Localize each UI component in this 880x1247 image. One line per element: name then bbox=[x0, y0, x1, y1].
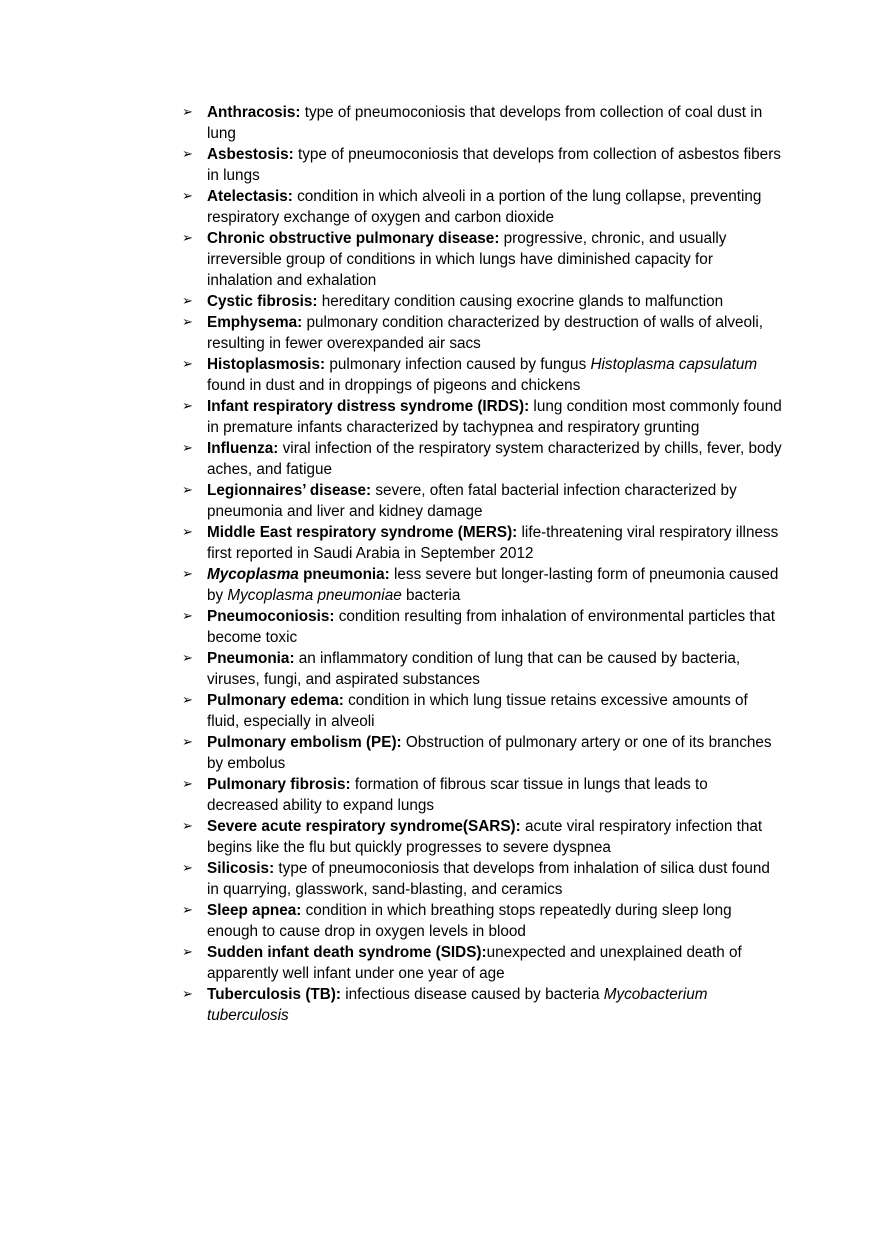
list-item-anthracosis bbox=[182, 102, 782, 144]
arrow-bullet-icon: ➢ bbox=[182, 525, 193, 540]
term-label bbox=[207, 566, 390, 583]
arrow-bullet-icon: ➢ bbox=[182, 294, 193, 309]
term-label: Influenza: bbox=[207, 440, 279, 457]
list-item-pulmonary-edema bbox=[182, 690, 782, 732]
list-item-sids bbox=[182, 942, 782, 984]
term-label: Anthracosis: bbox=[207, 104, 301, 121]
term-definition: type of pneumoconiosis that develops from collection of asbestos fibers in lungs bbox=[207, 146, 781, 184]
arrow-bullet-icon: ➢ bbox=[182, 315, 193, 330]
arrow-bullet-icon: ➢ bbox=[182, 105, 193, 120]
term-definition: progressive, chronic, and usually irreversible group of conditions in which lungs have diminished capacity for inhalation and exhalation bbox=[207, 230, 727, 289]
italic-organism-name: Mycobacterium tuberculosis bbox=[207, 986, 708, 1024]
term-label: Tuberculosis (TB): bbox=[207, 986, 341, 1003]
term-label: Pulmonary embolism (PE): bbox=[207, 734, 402, 751]
term-label: Histoplasmosis: bbox=[207, 356, 326, 373]
arrow-bullet-icon: ➢ bbox=[182, 903, 193, 918]
arrow-bullet-icon: ➢ bbox=[182, 777, 193, 792]
list-item-pneumonia bbox=[182, 648, 782, 690]
list-item-pulmonary-embolism bbox=[182, 732, 782, 774]
term-label: Emphysema: bbox=[207, 314, 303, 331]
definition-text: found in dust and in droppings of pigeons and chickens bbox=[207, 377, 581, 394]
term-label: Middle East respiratory syndrome (MERS): bbox=[207, 524, 518, 541]
definition-text: bacteria bbox=[405, 587, 461, 604]
list-item-mycoplasma-pneumonia bbox=[182, 564, 782, 606]
list-item-asbestosis bbox=[182, 144, 782, 186]
list-item-tuberculosis bbox=[182, 984, 782, 1026]
list-item-silicosis bbox=[182, 858, 782, 900]
term-definition: condition resulting from inhalation of environmental particles that become toxic bbox=[207, 608, 775, 646]
italic-organism-name: Mycoplasma pneumoniae bbox=[227, 587, 402, 604]
term-definition: severe, often fatal bacterial infection characterized by pneumonia and liver and kidney damage bbox=[207, 482, 737, 520]
term-label: Atelectasis: bbox=[207, 188, 293, 205]
term-label: Chronic obstructive pulmonary disease: bbox=[207, 230, 500, 247]
arrow-bullet-icon: ➢ bbox=[182, 987, 193, 1002]
arrow-bullet-icon: ➢ bbox=[182, 567, 193, 582]
arrow-bullet-icon: ➢ bbox=[182, 399, 193, 414]
term-definition: hereditary condition causing exocrine glands to malfunction bbox=[321, 293, 724, 310]
list-item-influenza bbox=[182, 438, 782, 480]
term-label: Infant respiratory distress syndrome (IRDS): bbox=[207, 398, 530, 415]
term-label: Severe acute respiratory syndrome(SARS): bbox=[207, 818, 521, 835]
arrow-bullet-icon: ➢ bbox=[182, 735, 193, 750]
list-item-irds bbox=[182, 396, 782, 438]
list-item-mers bbox=[182, 522, 782, 564]
term-definition: formation of fibrous scar tissue in lungs that leads to decreased ability to expand lungs bbox=[207, 776, 708, 814]
term-definition: viral infection of the respiratory system characterized by chills, fever, body aches, and fatigue bbox=[207, 440, 782, 478]
arrow-bullet-icon: ➢ bbox=[182, 147, 193, 162]
arrow-bullet-icon: ➢ bbox=[182, 651, 193, 666]
term-label: Asbestosis: bbox=[207, 146, 294, 163]
list-item-histoplasmosis bbox=[182, 354, 782, 396]
list-item-emphysema bbox=[182, 312, 782, 354]
term-definition: condition in which alveoli in a portion of the lung collapse, preventing respiratory exchange of oxygen and carbon dioxide bbox=[207, 188, 762, 226]
term-label: Pulmonary fibrosis: bbox=[207, 776, 351, 793]
list-item-pulmonary-fibrosis bbox=[182, 774, 782, 816]
list-item-sars bbox=[182, 816, 782, 858]
term-label: Cystic fibrosis: bbox=[207, 293, 318, 310]
arrow-bullet-icon: ➢ bbox=[182, 945, 193, 960]
term-label: Silicosis: bbox=[207, 860, 275, 877]
term-definition: Obstruction of pulmonary artery or one of its branches by embolus bbox=[207, 734, 772, 772]
glossary-list bbox=[182, 102, 782, 1026]
arrow-bullet-icon: ➢ bbox=[182, 609, 193, 624]
italic-organism-name: Histoplasma capsulatum bbox=[590, 356, 758, 373]
term-label-text: pneumonia: bbox=[303, 566, 390, 583]
list-item-sleep-apnea bbox=[182, 900, 782, 942]
term-label: Pneumoconiosis: bbox=[207, 608, 335, 625]
list-item-atelectasis bbox=[182, 186, 782, 228]
term-definition: pulmonary condition characterized by destruction of walls of alveoli, resulting in fewer overexpanded air sacs bbox=[207, 314, 764, 352]
term-definition: type of pneumoconiosis that develops from collection of coal dust in lung bbox=[207, 104, 763, 142]
term-definition: condition in which lung tissue retains excessive amounts of fluid, especially in alveoli bbox=[207, 692, 748, 730]
arrow-bullet-icon: ➢ bbox=[182, 357, 193, 372]
term-label: Sudden infant death syndrome (SIDS): bbox=[207, 944, 487, 961]
term-definition: an inflammatory condition of lung that can be caused by bacteria, viruses, fungi, and aspirated substances bbox=[207, 650, 741, 688]
arrow-bullet-icon: ➢ bbox=[182, 483, 193, 498]
term-definition: lung condition most commonly found in premature infants characterized by tachypnea and respiratory grunting bbox=[207, 398, 782, 436]
definition-text: pulmonary infection caused by fungus bbox=[329, 356, 587, 373]
arrow-bullet-icon: ➢ bbox=[182, 441, 193, 456]
definition-text: infectious disease caused by bacteria bbox=[345, 986, 600, 1003]
term-definition: type of pneumoconiosis that develops from inhalation of silica dust found in quarrying, glasswork, sand-blasting, and ceramics bbox=[207, 860, 770, 898]
term-definition: life-threatening viral respiratory illness first reported in Saudi Arabia in September 2012 bbox=[207, 524, 779, 562]
arrow-bullet-icon: ➢ bbox=[182, 231, 193, 246]
arrow-bullet-icon: ➢ bbox=[182, 861, 193, 876]
term-definition: acute viral respiratory infection that begins like the flu but quickly progresses to severe dyspnea bbox=[207, 818, 763, 856]
term-label: Pulmonary edema: bbox=[207, 692, 344, 709]
definition-text: less severe but longer-lasting form of pneumonia caused by bbox=[207, 566, 779, 604]
term-label: Sleep apnea: bbox=[207, 902, 302, 919]
list-item-copd bbox=[182, 228, 782, 291]
list-item-legionnaires bbox=[182, 480, 782, 522]
term-label: Pneumonia: bbox=[207, 650, 295, 667]
term-definition: condition in which breathing stops repeatedly during sleep long enough to cause drop in oxygen levels in blood bbox=[207, 902, 732, 940]
italic-organism-name: Mycoplasma bbox=[207, 566, 299, 583]
list-item-pneumoconiosis bbox=[182, 606, 782, 648]
list-item-cystic-fibrosis bbox=[182, 291, 782, 312]
term-label: Legionnaires’ disease: bbox=[207, 482, 372, 499]
arrow-bullet-icon: ➢ bbox=[182, 819, 193, 834]
arrow-bullet-icon: ➢ bbox=[182, 693, 193, 708]
term-definition: unexpected and unexplained death of apparently well infant under one year of age bbox=[207, 944, 742, 982]
arrow-bullet-icon: ➢ bbox=[182, 189, 193, 204]
